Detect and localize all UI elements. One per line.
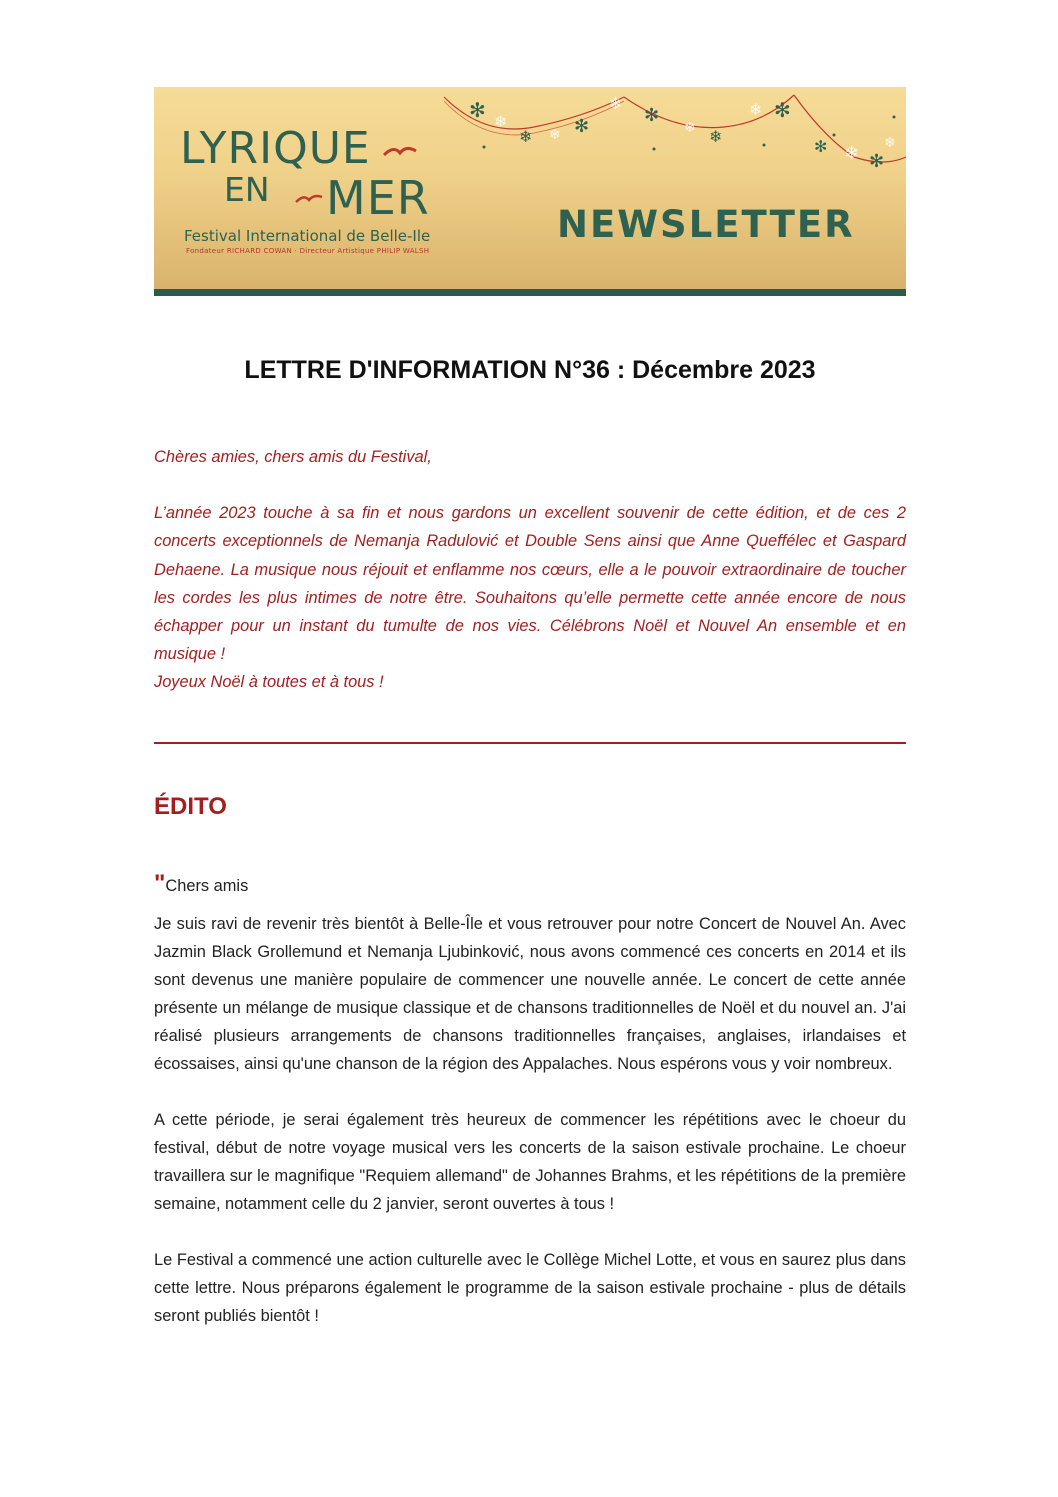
logo-text-lyrique: LYRIQUE [180, 123, 371, 174]
svg-text:✻: ✻ [814, 139, 828, 156]
svg-text:❄: ❄ [519, 129, 533, 146]
svg-text:❄: ❄ [749, 102, 763, 119]
edito-body [154, 872, 906, 1330]
svg-text:❄: ❄ [684, 119, 696, 135]
svg-text:✻: ✻ [869, 151, 885, 171]
seagull-icon [382, 145, 418, 159]
svg-text:❄: ❄ [549, 126, 561, 142]
logo-text-en: EN [224, 170, 270, 209]
edito-salutation: Chers amis [165, 877, 249, 895]
svg-text:✻: ✻ [644, 105, 660, 125]
edito-paragraph-2: A cette période, je serai également très heureux de commencer les répétitions avec le choeur du festival, début de notre voyage musical vers les concerts de la saison estivale prochaine. Le choeur travaillera sur le magnifique "Requiem allemand" de Johannes Brahms, et les répétitions de la première semaine, notamment celle du 2 janvier, seront ouvertes à tous ! [154, 1111, 906, 1213]
svg-text:❄: ❄ [609, 96, 623, 113]
edito-paragraph-3: Le Festival a commencé une action culturelle avec le Collège Michel Lotte, et vous en saurez plus dans cette lettre. Nous préparons également le programme de la saison estivale prochaine - plus de détails seront publiés bientôt ! [154, 1251, 906, 1325]
svg-text:❄: ❄ [709, 129, 723, 146]
edito-title: ÉDITO [154, 793, 227, 820]
svg-text:❄: ❄ [884, 134, 896, 150]
edito-paragraph-1: Je suis ravi de revenir très bientôt à Belle-Île et vous retrouver pour notre Concert de Nouvel An. Avec Jazmin Black Grollemund et Nemanja Ljubinković, nous avons commencé ces concerts en 2014 et ils sont devenus une manière populaire de commencer une nouvelle année. Le concert de cette année présente un mélange de musique classique et de chansons traditionnelles de Noël et du nouvel an. J'ai réalisé plusieurs arrangements de chansons traditionnelles françaises, anglaises, irlandaises et écossaises, ainsi qu'une chanson de la région des Appalaches. Nous espérons vous y voir nombreux. [154, 915, 906, 1073]
newsletter-banner [154, 87, 906, 289]
seagull-icon-small [294, 192, 324, 204]
quote-mark: " [154, 870, 166, 897]
svg-text:❄: ❄ [844, 143, 860, 163]
edito-salutation-line [154, 872, 906, 900]
section-divider [154, 742, 906, 744]
banner-bottom-bar [154, 289, 906, 296]
issue-title: LETTRE D'INFORMATION N°36 : Décembre 2023 [244, 356, 816, 384]
svg-text:✻: ✻ [774, 100, 791, 122]
logo-text-mer: MER [326, 171, 430, 225]
intro-message [154, 443, 906, 697]
intro-paragraph: L’année 2023 touche à sa fin et nous gardons un excellent souvenir de cette édition, et de ces 2 concerts exceptionnels de Nemanja Radulović et Double Sens ainsi que Anne Queffélec et Gaspard Dehaene. La musique nous réjouit et enflamme nos cœurs, elle a le pouvoir extraordinaire de toucher les cordes les plus intimes de notre être. Souhaitons qu’elle permette cette année encore de nous échapper pour un instant du tumulte de nos vies. Célébrons Noël et Nouvel An ensemble et en musique ! [154, 504, 906, 664]
svg-text:✻: ✻ [574, 116, 590, 136]
newsletter-heading: NEWSLETTER [557, 203, 855, 246]
logo-credits: Fondateur RICHARD COWAN · Directeur Artistique PHILIP WALSH [186, 247, 430, 255]
svg-text:❄: ❄ [494, 114, 508, 131]
svg-text:✻: ✻ [469, 100, 486, 122]
logo-subtitle: Festival International de Belle-Ile [184, 227, 431, 245]
intro-greeting: Chères amies, chers amis du Festival, [154, 448, 432, 466]
intro-closing: Joyeux Noël à toutes et à tous ! [154, 673, 384, 692]
